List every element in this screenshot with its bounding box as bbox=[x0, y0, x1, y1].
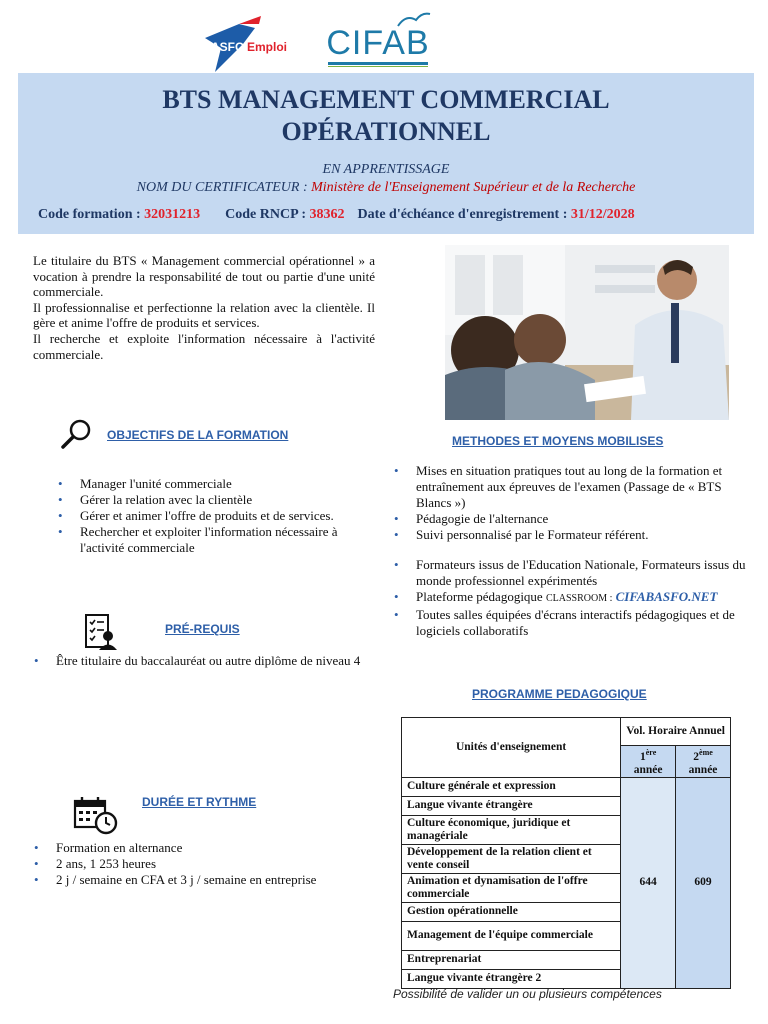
platform-item bbox=[391, 589, 751, 607]
duree-heading: DURÉE ET RYTHME bbox=[142, 795, 257, 809]
list-item: • Formateurs issus de l'Education Nationale, Formateurs issus du monde professionnel expérimentés bbox=[391, 557, 751, 589]
year2-header: 2ème année bbox=[676, 746, 731, 778]
table-row: Langue vivante étrangère bbox=[402, 796, 621, 815]
platform-label: Plateforme pédagogique bbox=[416, 589, 543, 604]
list-item: • Suivi personnalisé par le Formateur référent. bbox=[391, 527, 751, 543]
subtitle-apprentissage: EN APPRENTISSAGE bbox=[322, 162, 450, 177]
duree-list bbox=[31, 840, 391, 888]
page-title-line2: OPÉRATIONNEL bbox=[281, 117, 491, 146]
list-item: • Manager l'unité commerciale bbox=[55, 476, 375, 492]
page-title-line1: BTS MANAGEMENT COMMERCIAL bbox=[162, 85, 610, 114]
intro-line: Le titulaire du BTS « Management commercial opérationnel » a vocation à prendre la responsabilité de tout ou partie d'une unité commerciale. bbox=[33, 253, 375, 300]
header-banner bbox=[18, 73, 754, 234]
table-row: Entreprenariat bbox=[402, 950, 621, 969]
methodes-heading: METHODES ET MOYENS MOBILISES bbox=[452, 434, 664, 448]
table-row: Animation et dynamisation de l'offre commerciale bbox=[402, 873, 621, 902]
platform-classroom: CLASSROOM : bbox=[545, 593, 613, 604]
intro-line: Il professionnalise et perfectionne la relation avec la clientèle. Il gère et anime l'offre de produits et services. bbox=[33, 299, 375, 331]
echeance-label: Date d'échéance d'enregistrement : bbox=[357, 207, 568, 222]
col-units-header: Unités d'enseignement bbox=[402, 718, 621, 778]
table-row: Culture générale et expression bbox=[402, 777, 621, 796]
list-item: • 2 j / semaine en CFA et 3 j / semaine en entreprise bbox=[31, 872, 391, 888]
hours-year1: 644 bbox=[621, 777, 676, 988]
certificateur-value: Ministère de l'Enseignement Supérieur et de la Recherche bbox=[311, 180, 636, 195]
list-item: • 2 ans, 1 253 heures bbox=[31, 856, 391, 872]
asfo-emploi-logo bbox=[203, 14, 295, 74]
codes-line bbox=[38, 207, 635, 223]
checklist-user-icon bbox=[84, 613, 118, 656]
asfo-wordmark: ASFO bbox=[211, 40, 245, 54]
list-item: • Gérer la relation avec la clientèle bbox=[55, 492, 375, 508]
table-row: Culture économique, juridique et managériale bbox=[402, 815, 621, 844]
hours-year2: 609 bbox=[676, 777, 731, 988]
programme-footnote: Possibilité de valider un ou plusieurs compétences bbox=[393, 987, 662, 1001]
intro-line: Il recherche et exploite l'information nécessaire à l'activité commerciale. bbox=[33, 330, 375, 362]
programme-heading: PROGRAMME PEDAGOGIQUE bbox=[472, 687, 647, 701]
magnifier-icon bbox=[60, 418, 94, 455]
col-volume-header: Vol. Horaire Annuel bbox=[621, 718, 731, 746]
list-item: • Rechercher et exploiter l'information nécessaire à l'activité commerciale bbox=[55, 524, 375, 556]
prerequis-list bbox=[31, 653, 371, 669]
code-rncp-value: 38362 bbox=[309, 207, 345, 222]
emploi-wordmark: Emploi bbox=[247, 40, 288, 54]
objectifs-list bbox=[55, 476, 375, 556]
table-row: Gestion opérationnelle bbox=[402, 902, 621, 921]
table-row: Management de l'équipe commerciale bbox=[402, 921, 621, 950]
code-formation-value: 32031213 bbox=[144, 207, 201, 222]
objectifs-heading: OBJECTIFS DE LA FORMATION bbox=[107, 428, 289, 442]
table-row: Langue vivante étrangère 2 bbox=[402, 969, 621, 988]
year1-header: 1ère année bbox=[621, 746, 676, 778]
list-item: • Mises en situation pratiques tout au long de la formation et entraînement aux épreuves de l'examen (Passage de « BTS Blancs ») bbox=[391, 463, 751, 511]
certificateur-label: NOM DU CERTIFICATEUR : bbox=[136, 180, 308, 195]
cifab-wordmark: CIFAB bbox=[326, 24, 430, 62]
calendar-clock-icon bbox=[73, 795, 119, 840]
prerequis-heading: PRÉ-REQUIS bbox=[165, 622, 240, 636]
methodes-list bbox=[391, 463, 751, 639]
code-formation-label: Code formation : bbox=[38, 207, 141, 222]
cifab-logo bbox=[326, 10, 432, 68]
echeance-value: 31/12/2028 bbox=[570, 207, 635, 222]
table-row: Développement de la relation client et vente conseil bbox=[402, 844, 621, 873]
intro-paragraph bbox=[33, 253, 375, 362]
list-item: • Formation en alternance bbox=[31, 840, 391, 856]
list-item: • Toutes salles équipées d'écrans interactifs pédagogiques et de logiciels collaboratifs bbox=[391, 607, 751, 639]
meeting-photo bbox=[445, 245, 729, 420]
certificateur-line bbox=[18, 180, 754, 196]
list-item: • Être titulaire du baccalauréat ou autre diplôme de niveau 4 bbox=[31, 653, 371, 669]
programme-table bbox=[401, 717, 731, 989]
code-rncp-label: Code RNCP : bbox=[225, 207, 307, 222]
list-item: • Pédagogie de l'alternance bbox=[391, 511, 751, 527]
platform-link[interactable]: CIFABASFO.NET bbox=[615, 589, 718, 604]
list-item: • Gérer et animer l'offre de produits et de services. bbox=[55, 508, 375, 524]
